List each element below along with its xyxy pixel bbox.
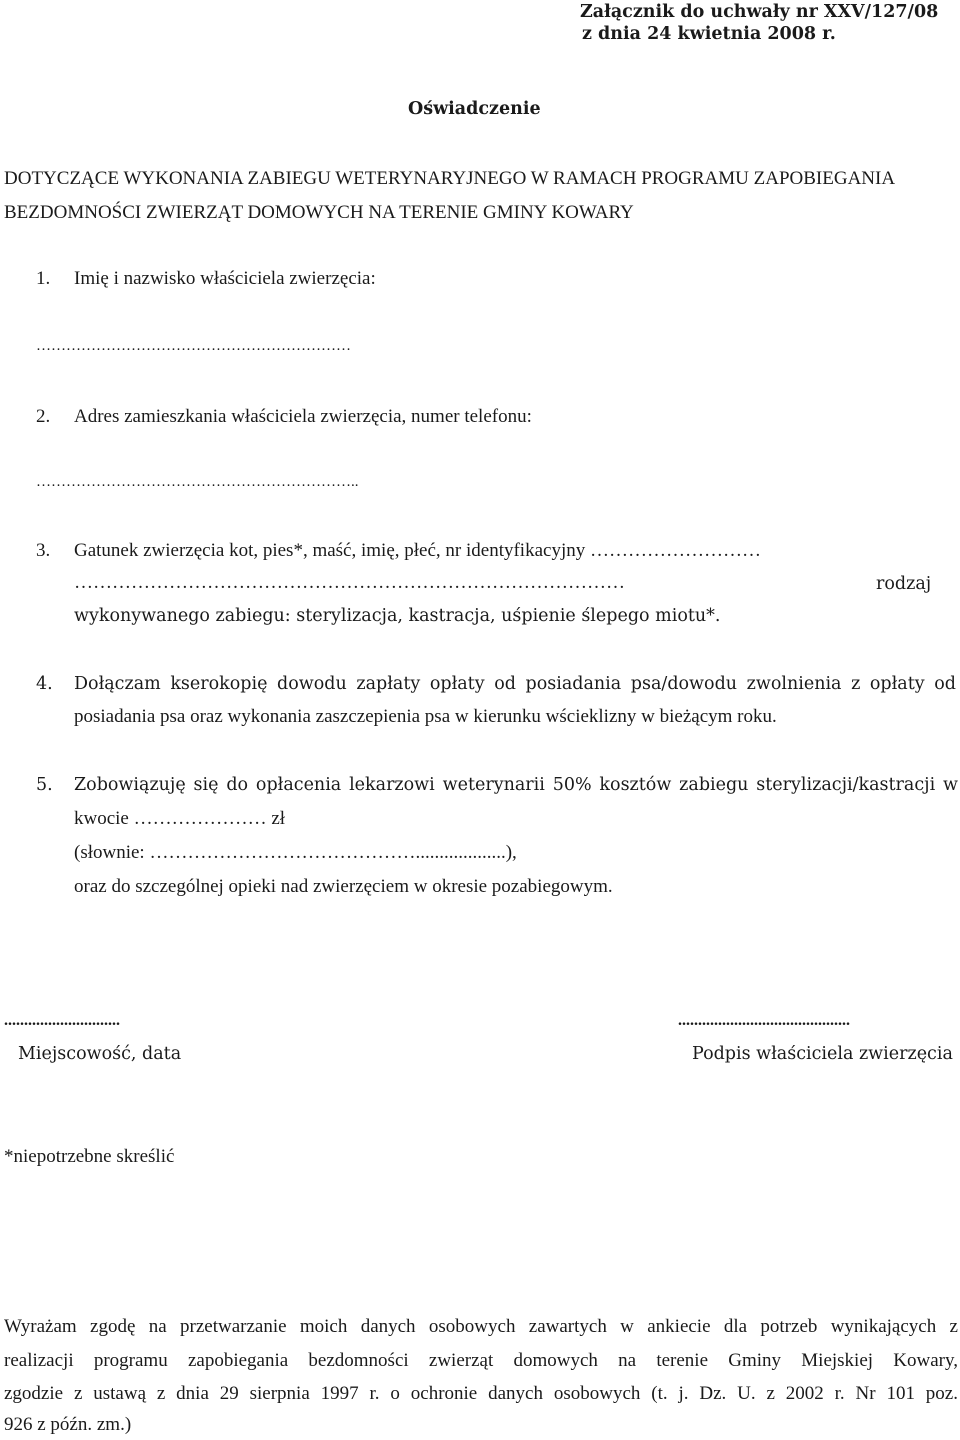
- place-date-label: Miejscowość, data: [18, 1044, 182, 1064]
- item-4-line-1: Dołączam kserokopię dowodu zapłaty opłaty od posiadania psa/dowodu zwolnienia z opłaty od: [74, 674, 956, 694]
- subtitle-line-2: BEZDOMNOŚCI ZWIERZĄT DOMOWYCH NA TERENIE GMINY KOWARY: [4, 202, 634, 223]
- item-5-line-4: oraz do szczególnej opieki nad zwierzęciem w okresie pozabiegowym.: [74, 876, 613, 897]
- item-5-words-line: (słownie: ……………………………………...................),: [74, 842, 517, 863]
- item-2-fill-line: ………………………………………………………..: [36, 474, 359, 490]
- consent-line-1: Wyrażam zgodę na przetwarzanie moich danych osobowych zawartych w ankiecie dla potrzeb wynikających z: [4, 1316, 958, 1337]
- place-date-fill-line: .............................: [4, 1012, 120, 1029]
- subtitle-line-1: DOTYCZĄCE WYKONANIA ZABIEGU WETERYNARYJNEGO W RAMACH PROGRAMU ZAPOBIEGANIA: [4, 168, 896, 189]
- footnote: *niepotrzebne skreślić: [4, 1146, 175, 1167]
- consent-line-2: realizacji programu zapobiegania bezdomności zwierząt domowych na terenie Gminy Miejskiej Kowary,: [4, 1350, 958, 1371]
- item-1-fill-line: ………………………………………………………: [36, 338, 351, 354]
- item-4-line-2: posiadania psa oraz wykonania zaszczepienia psa w kierunku wścieklizny w bieżącym roku.: [74, 706, 777, 727]
- consent-line-3: zgodzie z ustawą z dnia 29 sierpnia 1997 r. o ochronie danych osobowych (t. j. Dz. U. z 2002 r. Nr 101 poz.: [4, 1383, 958, 1404]
- item-3-number: 3.: [36, 540, 51, 561]
- item-1-label: Imię i nazwisko właściciela zwierzęcia:: [74, 268, 376, 289]
- item-5-line-1: Zobowiązuję się do opłacenia lekarzowi weterynarii 50% kosztów zabiegu sterylizacji/kastracji w: [74, 775, 958, 795]
- header-date: z dnia 24 kwietnia 2008 r.: [582, 24, 836, 44]
- item-3-fill-line: ……………………………………………………………………………: [74, 572, 625, 593]
- item-3-rodzaj-word: rodzaj: [876, 574, 932, 594]
- item-3-line-3: wykonywanego zabiegu: sterylizacja, kastracja, uśpienie ślepego miotu*.: [74, 606, 721, 626]
- item-2-number: 2.: [36, 406, 51, 427]
- item-3-line-1: Gatunek zwierzęcia kot, pies*, maść, imię, płeć, nr identyfikacyjny ………………………: [74, 540, 761, 561]
- item-4-number: 4.: [36, 674, 53, 694]
- signature-label: Podpis właściciela zwierzęcia: [692, 1044, 953, 1064]
- signature-fill-line: ...........................................: [678, 1012, 850, 1029]
- document-title: Oświadczenie: [408, 99, 541, 119]
- item-5-number: 5.: [36, 775, 53, 795]
- item-5-amount-line: kwocie ………………… zł: [74, 808, 286, 829]
- header-resolution: Załącznik do uchwały nr XXV/127/08: [580, 2, 939, 22]
- consent-line-4: 926 z późn. zm.): [4, 1414, 132, 1435]
- item-2-label: Adres zamieszkania właściciela zwierzęcia, numer telefonu:: [74, 406, 532, 427]
- item-1-number: 1.: [36, 268, 51, 289]
